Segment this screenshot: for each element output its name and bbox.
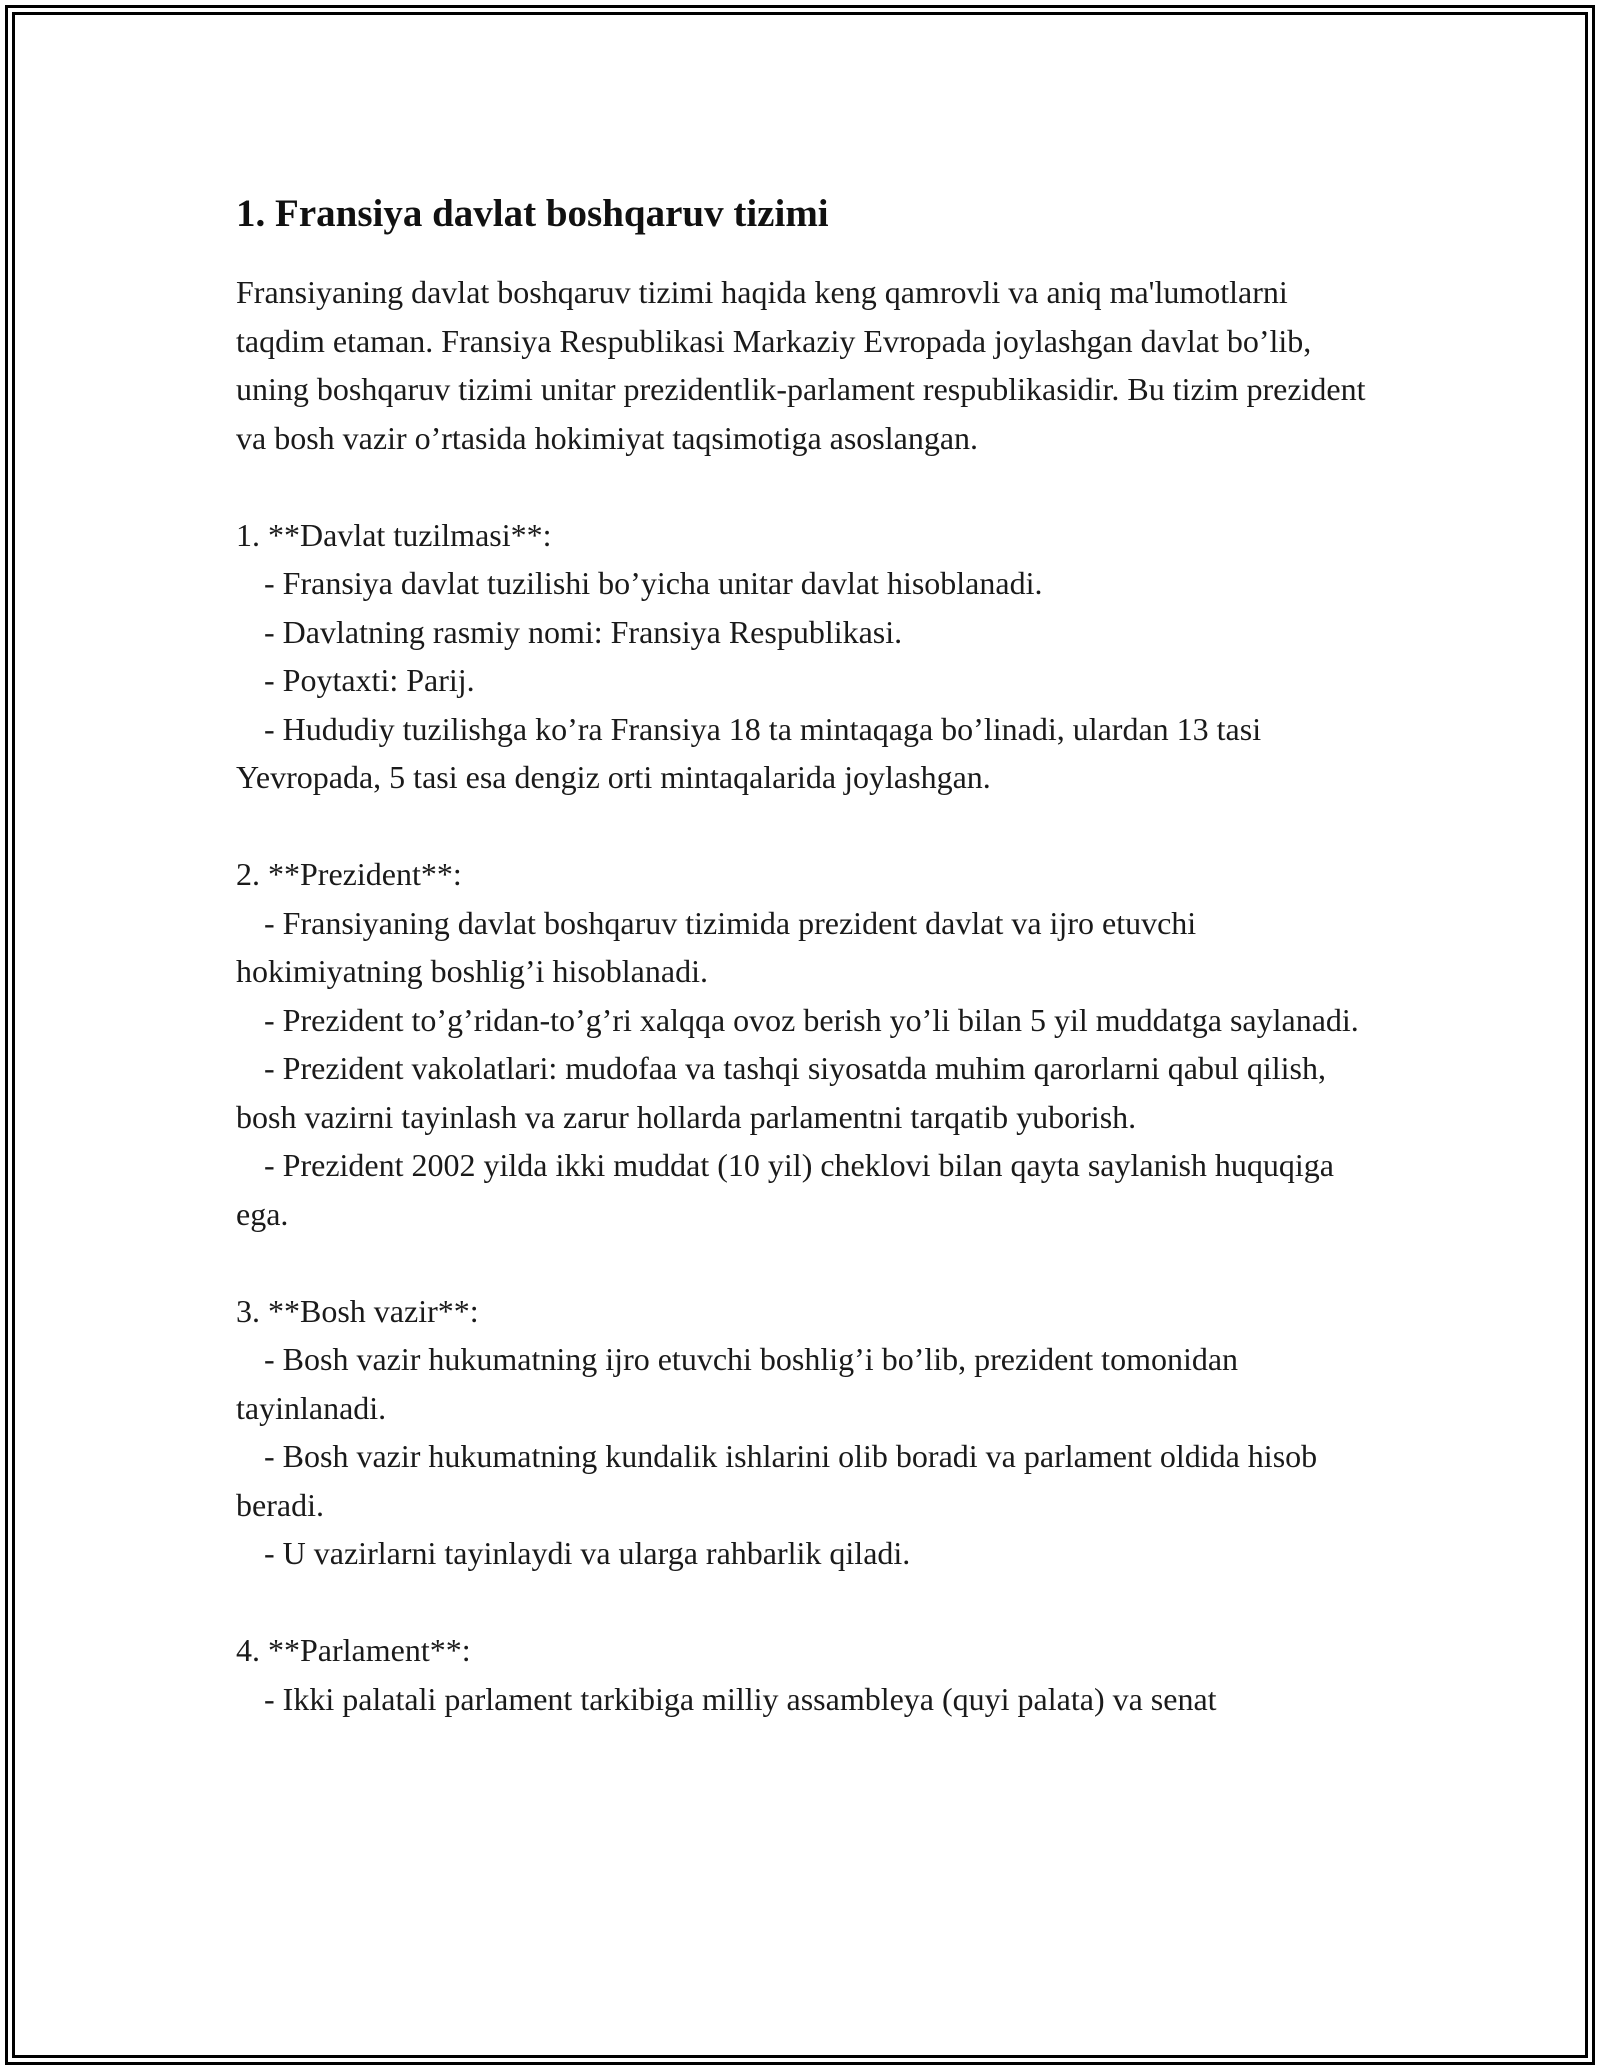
spacer bbox=[236, 1238, 1376, 1287]
list-item: - Prezident to’g’ridan-to’g’ri xalqqa ovoz berish yo’li bilan 5 yil muddatga saylanadi. bbox=[264, 1001, 1359, 1038]
section-prezident bbox=[236, 850, 1376, 1238]
list-item: - Prezident 2002 yilda ikki muddat (10 yil) cheklovi bilan qayta saylanish huquqiga ega. bbox=[236, 1147, 1334, 1232]
document-title: 1. Fransiya davlat boshqaruv tizimi bbox=[236, 192, 829, 235]
list-item: - Davlatning rasmiy nomi: Fransiya Respublikasi. bbox=[264, 613, 903, 650]
list-item: - Bosh vazir hukumatning kundalik ishlarini olib boradi va parlament oldida hisob beradi. bbox=[236, 1438, 1318, 1523]
spacer bbox=[236, 802, 1376, 851]
list-item: - Fransiyaning davlat boshqaruv tizimida prezident davlat va ijro etuvchi hokimiyatning boshlig’i hisoblanadi. bbox=[236, 904, 1197, 989]
section-heading: 3. **Bosh vazir**: bbox=[236, 1292, 479, 1329]
section-parlament bbox=[236, 1626, 1376, 1723]
list-item: - U vazirlarni tayinlaydi va ularga rahbarlik qiladi. bbox=[264, 1535, 911, 1571]
list-item: - Prezident vakolatlari: mudofaa va tashqi siyosatda muhim qarorlarni qabul qilish, bosh vazirni tayinlash va zarur hollarda parlamentni tarqatib yuborish. bbox=[236, 1050, 1326, 1135]
list-item: - Bosh vazir hukumatning ijro etuvchi boshlig’i bo’lib, prezident tomonidan tayinlanadi. bbox=[236, 1341, 1239, 1426]
list-item: - Ikki palatali parlament tarkibiga milliy assambleya (quyi palata) va senat bbox=[264, 1680, 1217, 1717]
list-item: - Fransiya davlat tuzilishi bo’yicha unitar davlat hisoblanadi. bbox=[264, 565, 1043, 601]
section-heading: 2. **Prezident**: bbox=[236, 856, 462, 892]
section-heading: 1. **Davlat tuzilmasi**: bbox=[236, 516, 552, 553]
spacer bbox=[236, 1578, 1376, 1627]
section-davlat-tuzilmasi bbox=[236, 511, 1376, 802]
document-body bbox=[236, 182, 1376, 1723]
spacer bbox=[236, 462, 1376, 511]
list-item: - Poytaxti: Parij. bbox=[264, 662, 475, 698]
list-item: - Hududiy tuzilishga ko’ra Fransiya 18 ta mintaqaga bo’linadi, ulardan 13 tasi Yevropada, 5 tasi esa dengiz orti mintaqalarida joylashgan. bbox=[236, 710, 1262, 795]
section-heading: 4. **Parlament**: bbox=[236, 1632, 471, 1668]
intro-paragraph: Fransiyaning davlat boshqaruv tizimi haqida keng qamrovli va aniq ma'lumotlarni taqdim etaman. Fransiya Respublikasi Markaziy Evropada joylashgan davlat bo’lib, uning boshqaruv tizimi unitar prezidentlik-parlament respublikasidir. Bu tizim prezident va bosh vazir o’rtasida hokimiyat taqsimotiga asoslangan. bbox=[236, 274, 1366, 456]
section-bosh-vazir bbox=[236, 1287, 1376, 1578]
